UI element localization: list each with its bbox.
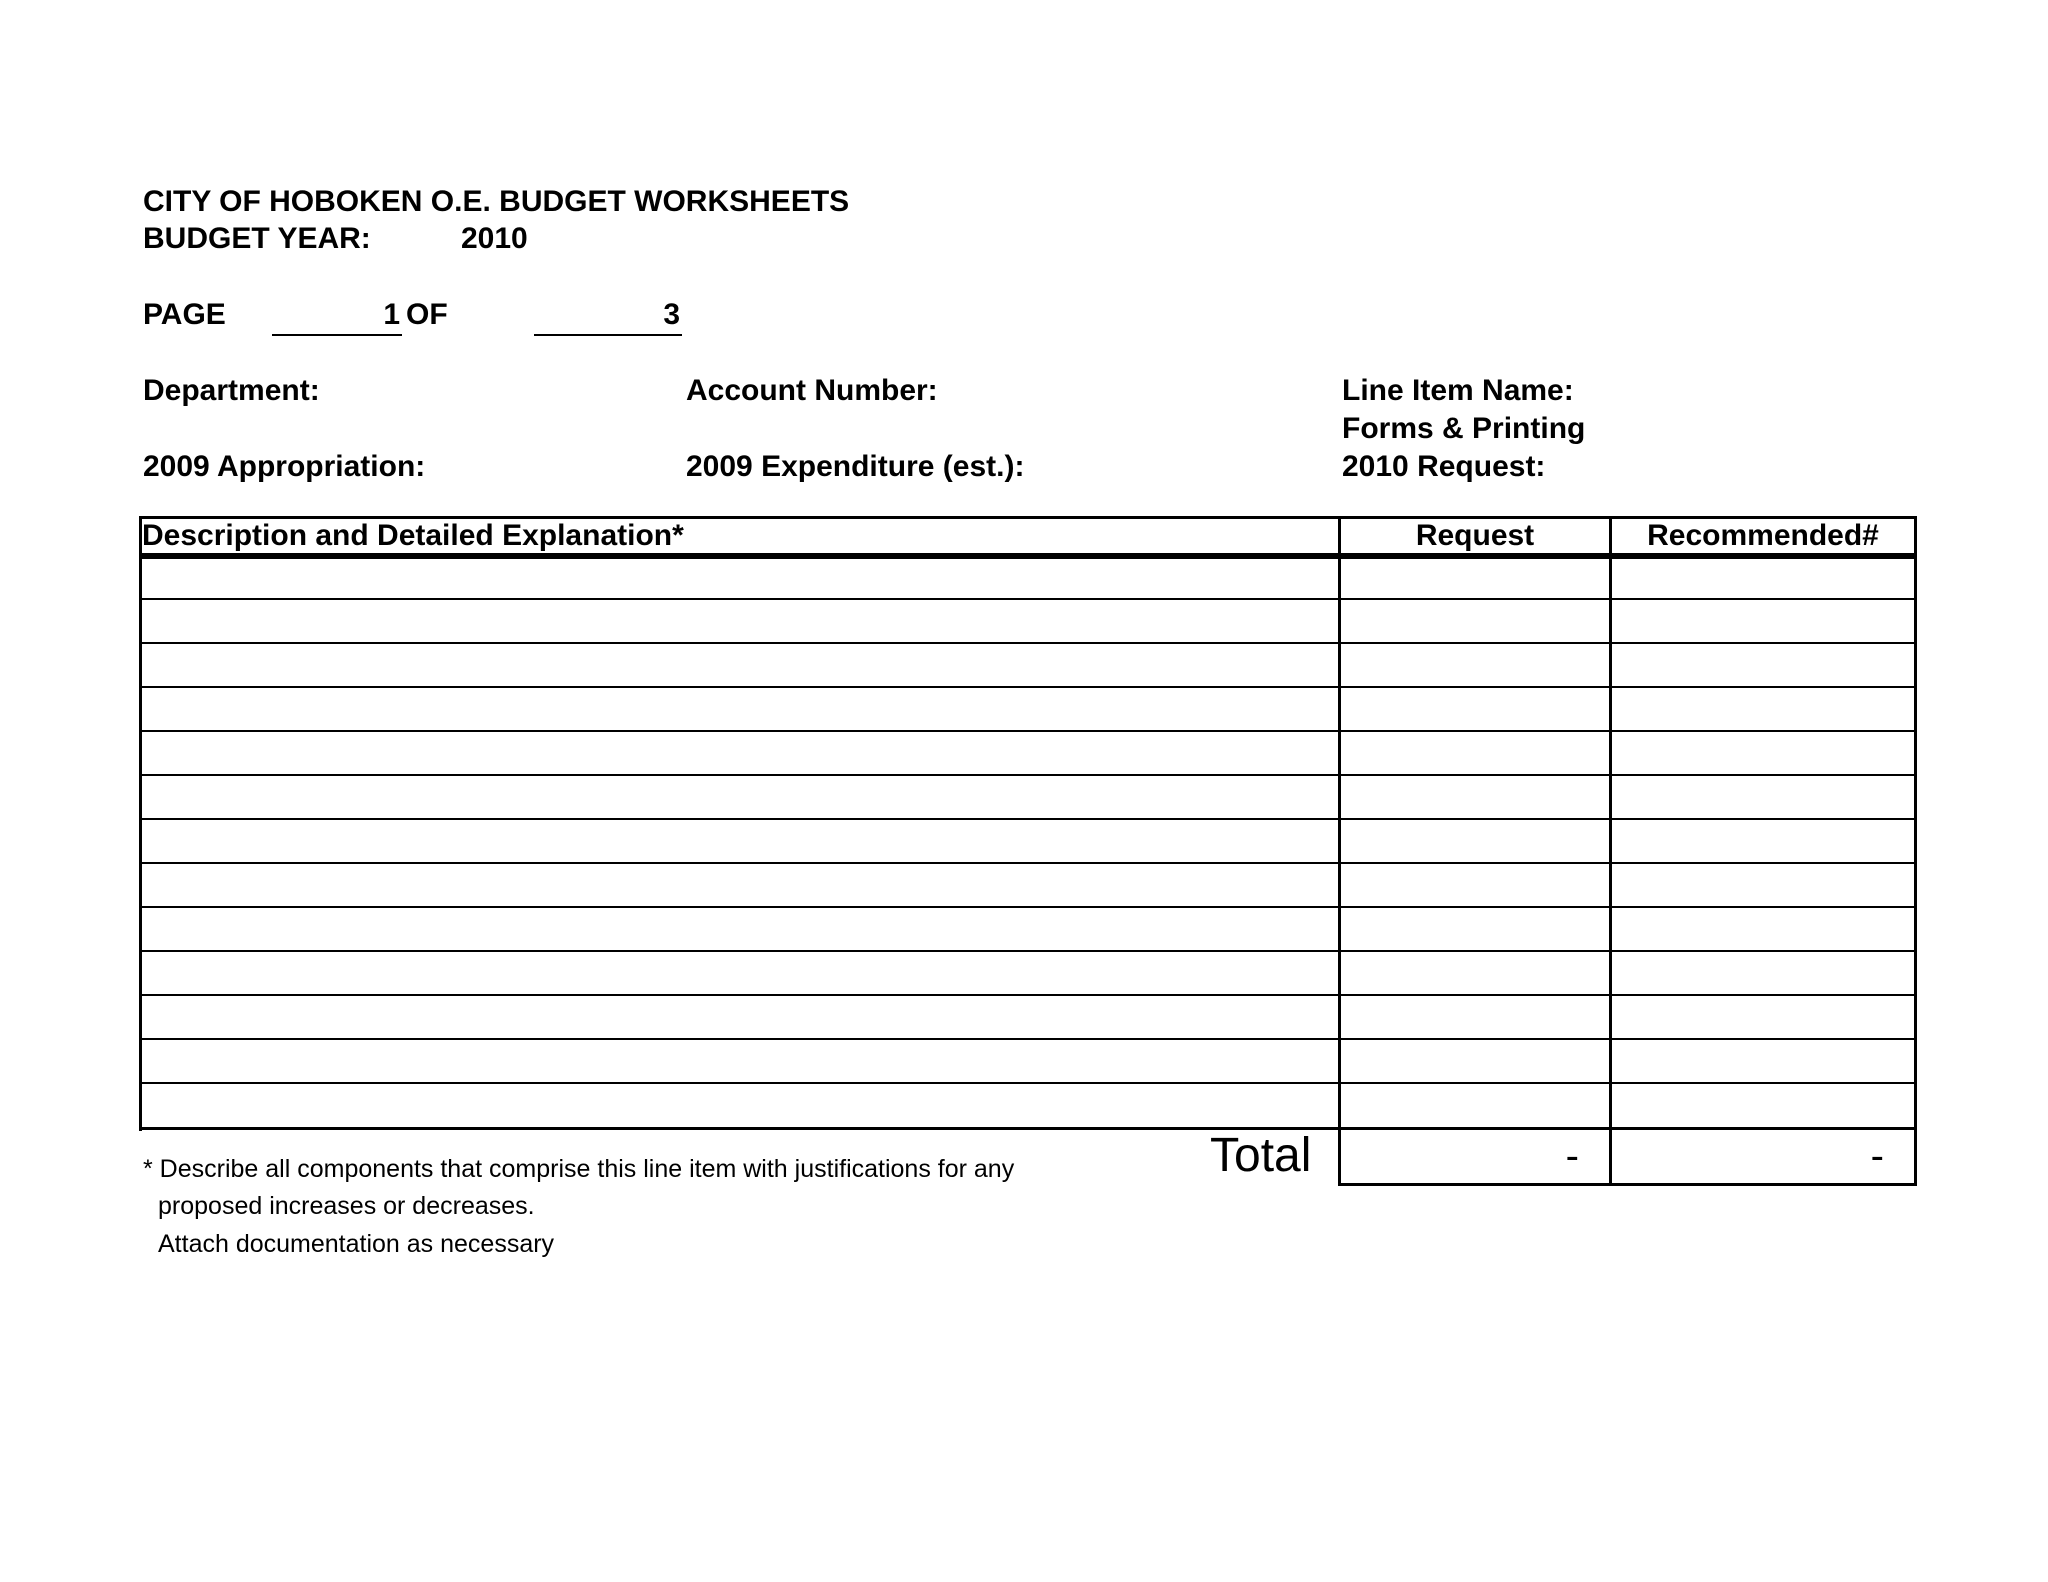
department-label: Department: — [143, 374, 320, 407]
description-cell[interactable] — [142, 776, 1338, 820]
page-current-value: 1 — [383, 298, 400, 331]
description-cell[interactable] — [142, 820, 1338, 864]
page-of-label: OF — [406, 298, 448, 331]
description-cell[interactable] — [142, 688, 1338, 732]
footnote-line-1: * Describe all components that comprise this line item with justifications for any — [143, 1155, 1015, 1183]
request-cell[interactable] — [1341, 820, 1609, 864]
line-item-name-value: Forms & Printing — [1342, 412, 1586, 445]
recommended-cell[interactable] — [1612, 820, 1914, 864]
total-border-bottom — [1338, 1183, 1917, 1186]
recommended-cell[interactable] — [1612, 1084, 1914, 1128]
table-row — [139, 557, 1916, 601]
recommended-cell[interactable] — [1612, 557, 1914, 601]
column-header-description: Description and Detailed Explanation* — [142, 519, 684, 552]
page-label: PAGE — [143, 298, 226, 331]
description-cell[interactable] — [142, 644, 1338, 688]
page-total-underline — [534, 334, 682, 336]
request-cell[interactable] — [1341, 776, 1609, 820]
table-row — [139, 776, 1916, 820]
account-number-label: Account Number: — [686, 374, 938, 407]
total-label: Total — [1210, 1129, 1312, 1182]
description-cell[interactable] — [142, 952, 1338, 996]
total-recommended-value: - — [1870, 1134, 1884, 1178]
budget-year-value: 2010 — [461, 222, 528, 255]
request-cell[interactable] — [1341, 557, 1609, 601]
table-row — [139, 952, 1916, 996]
table-row — [139, 864, 1916, 908]
description-cell[interactable] — [142, 1040, 1338, 1084]
request-label: 2010 Request: — [1342, 450, 1546, 483]
request-cell[interactable] — [1341, 732, 1609, 776]
request-cell[interactable] — [1341, 996, 1609, 1040]
table-row — [139, 1040, 1916, 1084]
total-request-value: - — [1565, 1134, 1579, 1178]
table-row — [139, 732, 1916, 776]
request-cell[interactable] — [1341, 908, 1609, 952]
footnote-line-2: proposed increases or decreases. — [158, 1192, 535, 1220]
recommended-cell[interactable] — [1612, 776, 1914, 820]
recommended-cell[interactable] — [1612, 996, 1914, 1040]
request-cell[interactable] — [1341, 688, 1609, 732]
request-cell[interactable] — [1341, 1040, 1609, 1084]
column-header-request: Request — [1415, 519, 1535, 552]
description-cell[interactable] — [142, 557, 1338, 601]
page-total-value: 3 — [663, 298, 680, 331]
recommended-cell[interactable] — [1612, 600, 1914, 644]
table-row — [139, 996, 1916, 1040]
table-row — [139, 688, 1916, 732]
table-row — [139, 600, 1916, 644]
table-row — [139, 908, 1916, 952]
description-cell[interactable] — [142, 908, 1338, 952]
expenditure-label: 2009 Expenditure (est.): — [686, 450, 1025, 483]
description-cell[interactable] — [142, 732, 1338, 776]
request-cell[interactable] — [1341, 952, 1609, 996]
recommended-cell[interactable] — [1612, 644, 1914, 688]
recommended-cell[interactable] — [1612, 1040, 1914, 1084]
description-cell[interactable] — [142, 600, 1338, 644]
column-header-recommended: Recommended# — [1647, 519, 1879, 552]
recommended-cell[interactable] — [1612, 908, 1914, 952]
recommended-cell[interactable] — [1612, 732, 1914, 776]
table-row — [139, 644, 1916, 688]
description-cell[interactable] — [142, 996, 1338, 1040]
appropriation-label: 2009 Appropriation: — [143, 450, 426, 483]
recommended-cell[interactable] — [1612, 864, 1914, 908]
recommended-cell[interactable] — [1612, 688, 1914, 732]
footnote-line-3: Attach documentation as necessary — [158, 1230, 555, 1258]
page-current-underline — [272, 334, 402, 336]
description-cell[interactable] — [142, 1084, 1338, 1128]
request-cell[interactable] — [1341, 644, 1609, 688]
table-row — [139, 820, 1916, 864]
request-cell[interactable] — [1341, 1084, 1609, 1128]
budget-year-label: BUDGET YEAR: — [143, 222, 371, 255]
request-cell[interactable] — [1341, 864, 1609, 908]
recommended-cell[interactable] — [1612, 952, 1914, 996]
request-cell[interactable] — [1341, 600, 1609, 644]
line-item-name-label: Line Item Name: — [1342, 374, 1574, 407]
description-cell[interactable] — [142, 864, 1338, 908]
table-row — [139, 1084, 1916, 1128]
worksheet-title: CITY OF HOBOKEN O.E. BUDGET WORKSHEETS — [143, 185, 850, 218]
